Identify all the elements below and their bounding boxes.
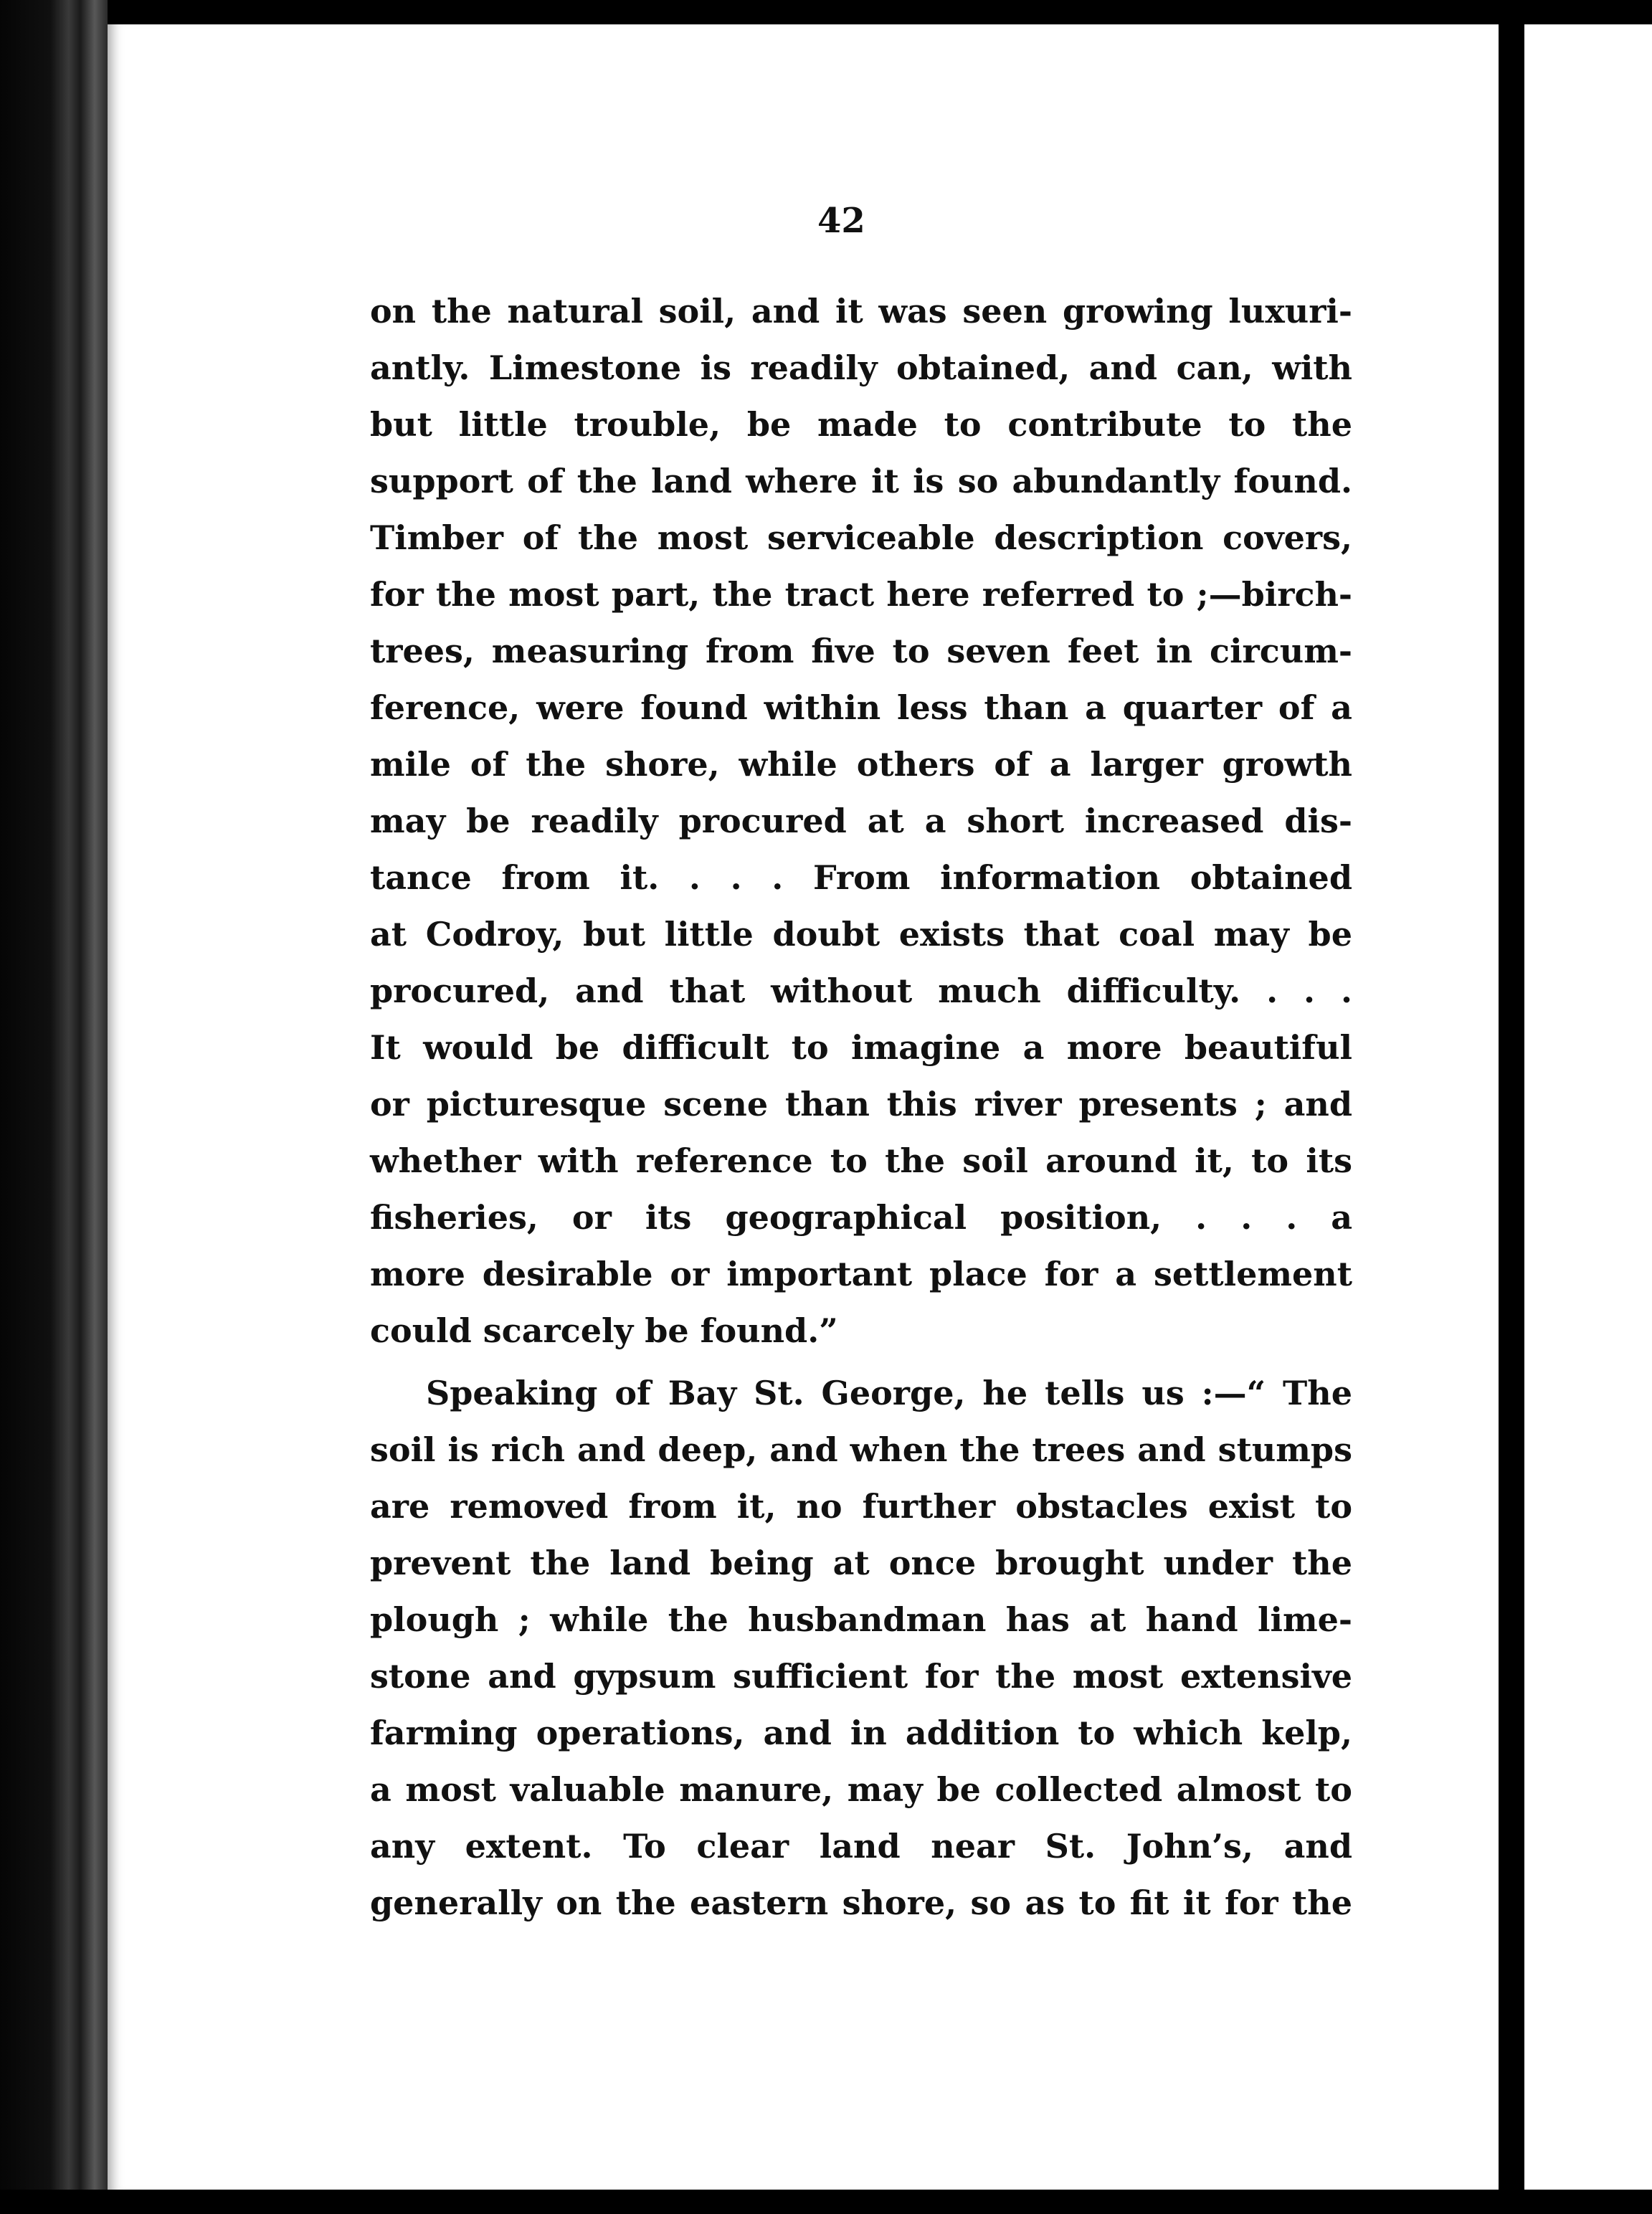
text-line: fisheries, or its geographical position, . . . a xyxy=(370,1198,1352,1237)
text-line: whether with reference to the soil around it, to its xyxy=(370,1141,1352,1180)
text-line: Timber of the most serviceable description covers, xyxy=(370,518,1352,557)
text-line: stone and gypsum sufficient for the most extensive xyxy=(370,1657,1352,1696)
text-line: are removed from it, no further obstacles exist to xyxy=(370,1487,1352,1526)
text-line: support of the land where it is so abundantly found. xyxy=(370,462,1352,500)
scan-frame-top xyxy=(0,0,1652,24)
text-line: more desirable or important place for a settlement xyxy=(370,1255,1352,1293)
text-line: but little trouble, be made to contribute to the xyxy=(370,405,1352,444)
text-line: at Codroy, but little doubt exists that coal may be xyxy=(370,915,1352,954)
text-line: any extent. To clear land near St. John’s, and xyxy=(370,1827,1352,1866)
text-line: soil is rich and deep, and when the trees and stumps xyxy=(370,1430,1352,1469)
text-line: prevent the land being at once brought under the xyxy=(370,1544,1352,1582)
text-line: antly. Limestone is readily obtained, and can, with xyxy=(370,348,1352,387)
scan-frame-bottom xyxy=(0,2190,1652,2214)
text-line: ference, were found within less than a quarter of a xyxy=(370,688,1352,727)
page-number: 42 xyxy=(817,201,865,241)
text-line: procured, and that without much difficulty. . . . xyxy=(370,971,1352,1010)
text-line: farming operations, and in addition to which kelp, xyxy=(370,1714,1352,1752)
text-line: mile of the shore, while others of a larger growth xyxy=(370,745,1352,784)
text-line: could scarcely be found.” xyxy=(370,1311,838,1350)
text-line: for the most part, the tract here referred to ;—birch- xyxy=(370,575,1352,614)
text-line: or picturesque scene than this river presents ; and xyxy=(370,1085,1352,1123)
book-binding-edge xyxy=(0,0,108,2214)
paragraph-gap xyxy=(370,1359,1352,1365)
text-line: Speaking of Bay St. George, he tells us :—“ The xyxy=(426,1374,1352,1412)
text-line: generally on the eastern shore, so as to fit it for the xyxy=(370,1883,1352,1922)
body-text xyxy=(370,283,1352,1932)
text-line: a most valuable manure, may be collected almost to xyxy=(370,1770,1352,1809)
adjacent-page-edge xyxy=(1514,24,1652,2190)
text-line: on the natural soil, and it was seen growing luxuri- xyxy=(370,292,1352,331)
text-line: It would be difficult to imagine a more beautiful xyxy=(370,1028,1352,1067)
text-line: trees, measuring from five to seven feet in circum- xyxy=(370,632,1352,670)
text-line: tance from it. . . . From information obtained xyxy=(370,858,1352,897)
text-line: plough ; while the husbandman has at hand lime- xyxy=(370,1600,1352,1639)
text-line: may be readily procured at a short increased dis- xyxy=(370,802,1352,840)
